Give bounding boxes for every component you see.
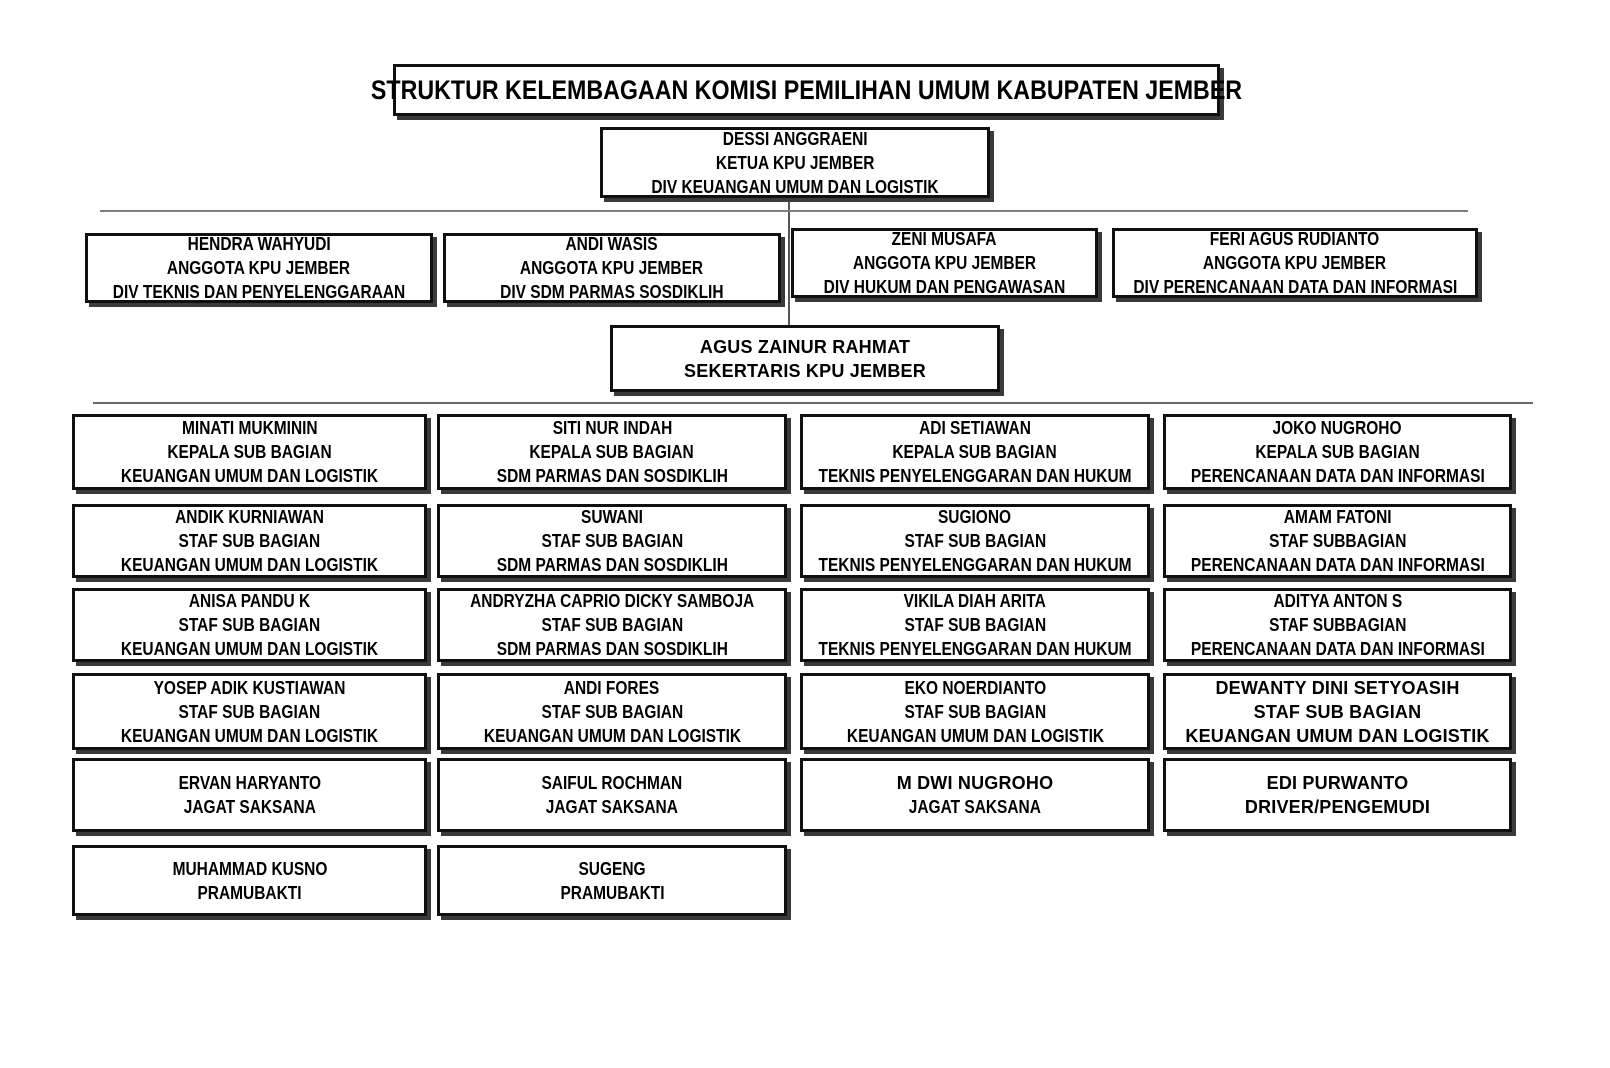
person-division: TEKNIS PENYELENGGARAN DAN HUKUM — [818, 466, 1132, 486]
person-name: MUHAMMAD KUSNO — [172, 858, 327, 879]
org-box-muhammad-kusno — [72, 845, 427, 916]
person-role: DRIVER/PENGEMUDI — [1244, 797, 1431, 817]
org-box-siti-nur-indah — [437, 414, 787, 490]
person-role: ANGGOTA KPU JEMBER — [520, 258, 704, 278]
org-box-feri-agus-rudianto — [1112, 228, 1478, 298]
person-name: VIKILA DIAH ARITA — [903, 591, 1047, 611]
connector-rule-middle — [93, 402, 1533, 404]
person-role: PRAMUBAKTI — [559, 882, 665, 903]
org-box-anisa-pandu-k — [72, 588, 427, 662]
person-division: PERENCANAAN DATA DAN INFORMASI — [1190, 639, 1485, 659]
person-division: KEUANGAN UMUM DAN LOGISTIK — [120, 466, 379, 486]
person-name: ADITYA ANTON S — [1273, 591, 1402, 611]
person-name: SITI NUR INDAH — [552, 418, 672, 438]
person-role: STAF SUB BAGIAN — [178, 531, 321, 551]
org-box-vikila-diah-arita — [800, 588, 1150, 662]
org-box-zeni-musafa — [791, 228, 1098, 298]
org-box-amam-fatoni — [1163, 504, 1512, 578]
person-role: ANGGOTA KPU JEMBER — [1203, 253, 1387, 273]
person-name: SUGENG — [578, 858, 646, 879]
person-division: TEKNIS PENYELENGGARAN DAN HUKUM — [818, 639, 1132, 659]
org-box-m-dwi-nugroho — [800, 758, 1150, 832]
org-box-ervan-haryanto — [72, 758, 427, 832]
person-role: STAF SUB BAGIAN — [541, 531, 683, 551]
org-box-sugiono — [800, 504, 1150, 578]
person-name: ANDI WASIS — [565, 234, 659, 254]
org-box-aditya-anton-s — [1163, 588, 1512, 662]
org-box-andik-kurniawan — [72, 504, 427, 578]
person-name: HENDRA WAHYUDI — [187, 234, 331, 254]
org-box-dessi-anggraeni — [600, 127, 990, 198]
person-role: KEPALA SUB BAGIAN — [892, 442, 1058, 462]
person-role: JAGAT SAKSANA — [183, 797, 316, 817]
org-box-agus-zainur-rahmat — [610, 325, 1000, 392]
person-name: MINATI MUKMININ — [181, 418, 318, 438]
chart-title-box — [370, 64, 1243, 116]
person-name: YOSEP ADIK KUSTIAWAN — [153, 677, 346, 698]
person-division: PERENCANAAN DATA DAN INFORMASI — [1190, 466, 1485, 486]
org-box-andryzha-caprio-dicky-samboja — [437, 588, 787, 662]
person-division: SDM PARMAS DAN SOSDIKLIH — [496, 639, 728, 659]
org-box-suwani — [437, 504, 787, 578]
org-box-adi-setiawan — [800, 414, 1150, 490]
person-name: JOKO NUGROHO — [1272, 418, 1402, 438]
org-box-joko-nugroho — [1163, 414, 1512, 490]
person-role: ANGGOTA KPU JEMBER — [852, 253, 1037, 273]
person-division: PERENCANAAN DATA DAN INFORMASI — [1190, 555, 1485, 575]
org-box-dewanty-dini-setyoasih — [1163, 673, 1512, 750]
org-box-saiful-rochman — [437, 758, 787, 832]
person-role: PRAMUBAKTI — [197, 882, 302, 903]
person-name: ANISA PANDU K — [188, 591, 311, 611]
person-division: SDM PARMAS DAN SOSDIKLIH — [496, 466, 728, 486]
person-name: ANDI FORES — [564, 677, 660, 698]
person-name: DESSI ANGGRAENI — [722, 128, 868, 149]
person-division: DIV TEKNIS DAN PENYELENGGARAAN — [112, 282, 406, 302]
person-role: STAF SUBBAGIAN — [1268, 531, 1407, 551]
person-name: AMAM FATONI — [1283, 507, 1392, 527]
person-name: SUGIONO — [938, 507, 1012, 527]
chart-title: STRUKTUR KELEMBAGAAN KOMISI PEMILIHAN UMUM KABUPATEN JEMBER — [370, 75, 1243, 105]
org-box-hendra-wahyudi — [85, 233, 433, 303]
person-name: ANDRYZHA CAPRIO DICKY SAMBOJA — [469, 591, 755, 611]
person-division: KEUANGAN UMUM DAN LOGISTIK — [846, 725, 1104, 746]
person-name: DEWANTY DINI SETYOASIH — [1215, 677, 1460, 698]
person-role: JAGAT SAKSANA — [908, 797, 1042, 817]
person-name: EDI PURWANTO — [1266, 773, 1409, 793]
person-role: KETUA KPU JEMBER — [715, 152, 875, 173]
person-name: ANDIK KURNIAWAN — [175, 507, 324, 527]
person-name: SAIFUL ROCHMAN — [541, 773, 683, 793]
person-name: ZENI MUSAFA — [892, 229, 997, 249]
person-role: JAGAT SAKSANA — [545, 797, 679, 817]
person-division: KEUANGAN UMUM DAN LOGISTIK — [120, 555, 379, 575]
person-role: STAF SUB BAGIAN — [904, 701, 1046, 722]
person-role: STAF SUB BAGIAN — [178, 701, 321, 722]
person-division: TEKNIS PENYELENGGARAN DAN HUKUM — [818, 555, 1132, 575]
org-box-yosep-adik-kustiawan — [72, 673, 427, 750]
person-role: STAF SUBBAGIAN — [1268, 615, 1407, 635]
person-role: STAF SUB BAGIAN — [178, 615, 321, 635]
person-name: AGUS ZAINUR RAHMAT — [699, 336, 911, 357]
person-division: KEUANGAN UMUM DAN LOGISTIK — [120, 639, 379, 659]
person-division: KEUANGAN UMUM DAN LOGISTIK — [483, 725, 741, 746]
person-role: SEKERTARIS KPU JEMBER — [684, 360, 926, 381]
connector-vertical-line — [788, 198, 790, 326]
person-division: DIV HUKUM DAN PENGAWASAN — [823, 277, 1066, 297]
org-box-minati-mukminin — [72, 414, 427, 490]
person-role: STAF SUB BAGIAN — [904, 615, 1046, 635]
person-role: KEPALA SUB BAGIAN — [167, 442, 332, 462]
person-name: SUWANI — [581, 507, 643, 527]
person-name: M DWI NUGROHO — [896, 773, 1054, 793]
org-box-eko-noerdianto — [800, 673, 1150, 750]
person-role: STAF SUB BAGIAN — [541, 615, 683, 635]
org-box-andi-wasis — [443, 233, 781, 303]
person-division: SDM PARMAS DAN SOSDIKLIH — [496, 555, 728, 575]
person-division: KEUANGAN UMUM DAN LOGISTIK — [120, 725, 379, 746]
person-name: ADI SETIAWAN — [919, 418, 1031, 438]
org-box-sugeng — [437, 845, 787, 916]
person-name: ERVAN HARYANTO — [178, 773, 321, 793]
person-role: STAF SUB BAGIAN — [904, 531, 1046, 551]
person-role: KEPALA SUB BAGIAN — [529, 442, 695, 462]
connector-rule-top — [100, 210, 1468, 212]
person-division: KEUANGAN UMUM DAN LOGISTIK — [1185, 725, 1490, 746]
org-box-andi-fores — [437, 673, 787, 750]
org-box-edi-purwanto — [1163, 758, 1512, 832]
person-role: ANGGOTA KPU JEMBER — [167, 258, 351, 278]
person-division: DIV PERENCANAAN DATA DAN INFORMASI — [1133, 277, 1457, 297]
person-division: DIV KEUANGAN UMUM DAN LOGISTIK — [651, 176, 939, 197]
person-name: FERI AGUS RUDIANTO — [1210, 229, 1380, 249]
person-division: DIV SDM PARMAS SOSDIKLIH — [500, 282, 724, 302]
person-role: STAF SUB BAGIAN — [1253, 701, 1422, 722]
person-name: EKO NOERDIANTO — [904, 677, 1046, 698]
person-role: KEPALA SUB BAGIAN — [1255, 442, 1420, 462]
person-role: STAF SUB BAGIAN — [541, 701, 683, 722]
